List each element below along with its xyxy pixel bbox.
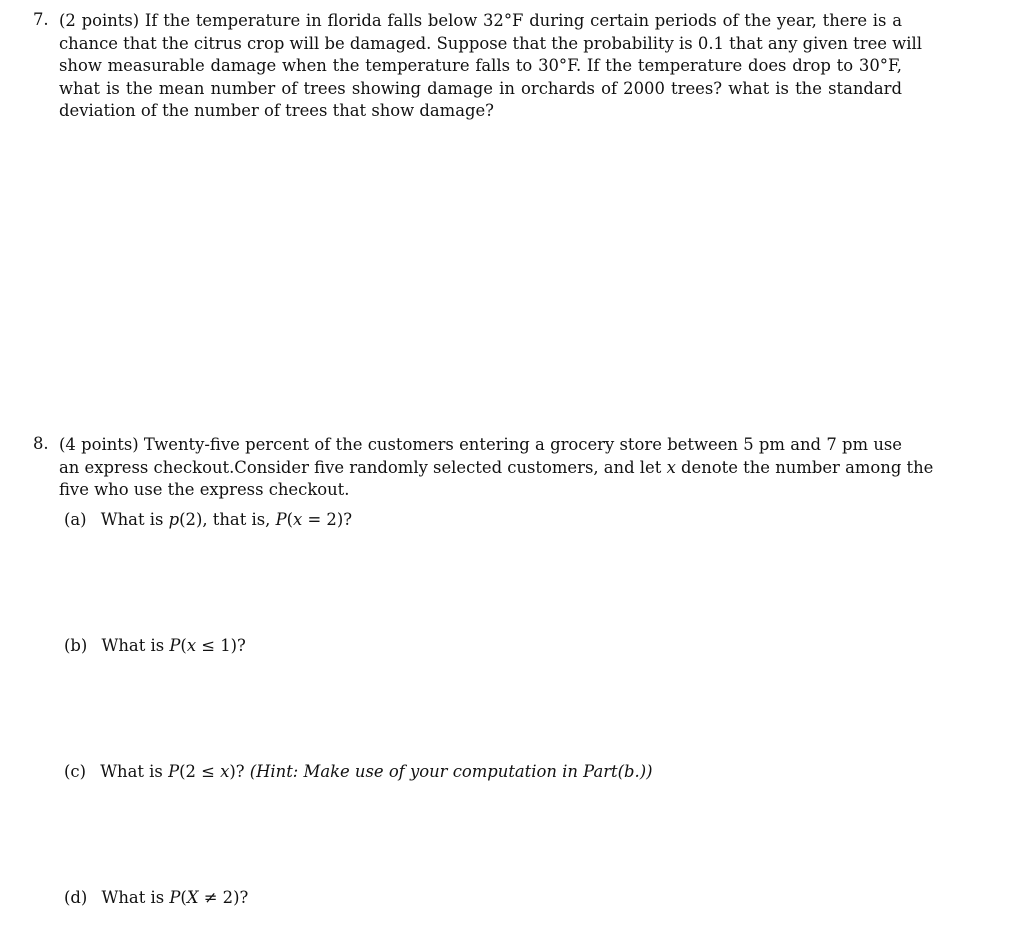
part-text: ( xyxy=(180,888,187,907)
part-text: ( xyxy=(180,636,187,655)
problem-text xyxy=(59,10,922,123)
math-variable: P xyxy=(169,888,181,907)
problem-number: 8. xyxy=(33,434,49,453)
problem-line: (2 points) If the temperature in florida falls below 32°F during certain periods of the year, there is a xyxy=(59,11,902,30)
problem-line: what is the mean number of trees showing damage in orchards of 2000 trees? what is the standard xyxy=(59,78,902,98)
problem-text-segment: denote the number among the xyxy=(681,457,934,477)
problem-number: 7. xyxy=(33,10,49,29)
question-part-b xyxy=(64,636,246,655)
part-label: (b) xyxy=(64,636,88,655)
problem-line xyxy=(59,457,934,480)
part-text: (2), that is, xyxy=(179,510,271,529)
math-variable: P xyxy=(275,510,287,529)
part-text: = 2)? xyxy=(302,510,353,529)
part-text: ≠ 2)? xyxy=(198,888,249,907)
problem-line: deviation of the number of trees that show damage? xyxy=(59,101,494,120)
math-variable: p xyxy=(168,510,180,529)
question-part-c xyxy=(64,762,653,781)
math-variable: x xyxy=(666,457,676,477)
problem-text xyxy=(59,434,934,502)
question-part-d xyxy=(64,888,248,907)
math-variable: x xyxy=(186,636,197,655)
math-variable: P xyxy=(169,636,181,655)
hint-text: (Hint: Make use of your computation in Part(b.)) xyxy=(249,762,653,781)
math-variable: X xyxy=(186,888,199,907)
problem-line: (4 points) Twenty-five percent of the customers entering a grocery store between 5 pm and 7 pm use xyxy=(59,435,902,454)
part-text: )? xyxy=(229,762,245,781)
part-label: (d) xyxy=(64,888,88,907)
math-variable: x xyxy=(293,510,303,529)
problem-line: chance that the citrus crop will be damaged. Suppose that the probability is 0.1 that any given tree will xyxy=(59,33,922,53)
part-text: What is xyxy=(100,762,163,781)
question-part-a xyxy=(64,510,352,529)
part-text: What is xyxy=(100,510,164,529)
part-text: What is xyxy=(101,636,165,655)
problem-text-segment: an express checkout.Consider five randomly selected customers, and let xyxy=(59,457,662,477)
part-label: (a) xyxy=(64,510,87,529)
problem-line: show measurable damage when the temperature falls to 30°F. If the temperature does drop to 30°F, xyxy=(59,56,902,75)
part-text: (2 ≤ xyxy=(179,762,221,781)
part-text: What is xyxy=(101,888,165,907)
part-text: ( xyxy=(286,510,294,529)
math-variable: x xyxy=(220,762,230,781)
part-text: ≤ 1)? xyxy=(196,636,246,655)
problem-line: five who use the express checkout. xyxy=(59,480,350,499)
math-variable: P xyxy=(168,762,180,781)
part-label: (c) xyxy=(64,762,86,781)
